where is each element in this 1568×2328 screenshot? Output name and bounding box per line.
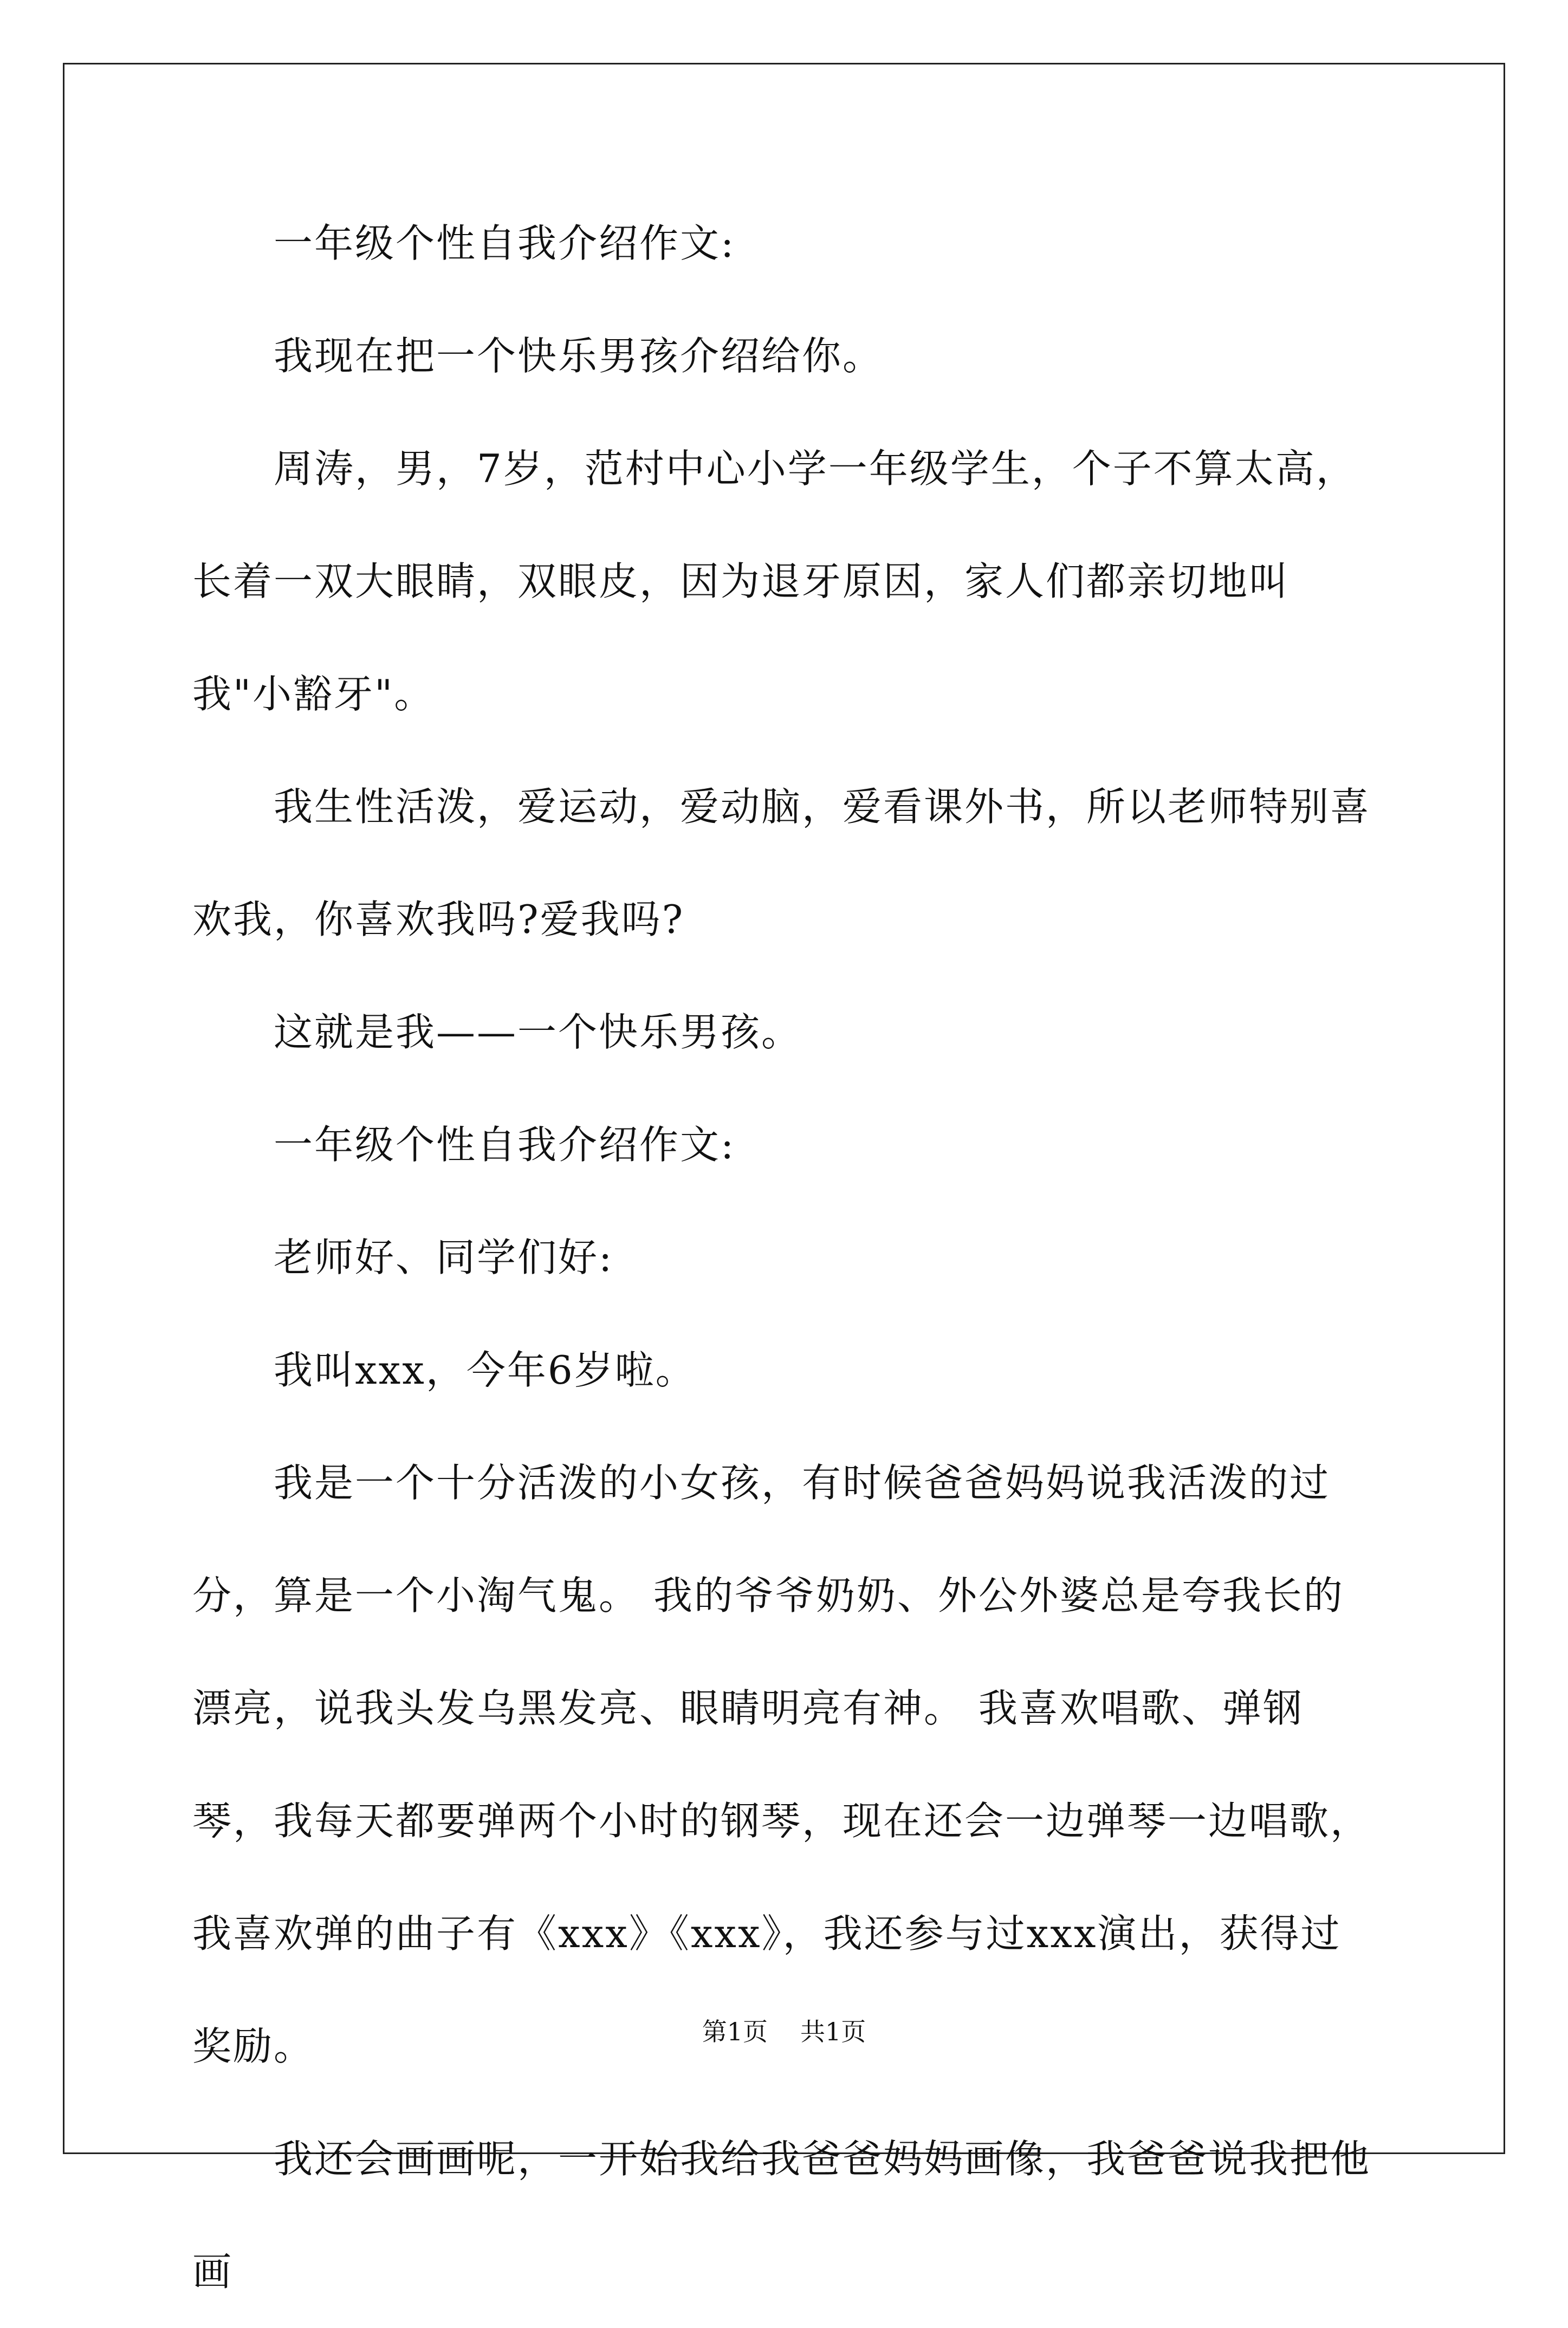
paragraph: 一年级个性自我介绍作文:: [274, 221, 736, 266]
paragraph: 这就是我——一个快乐男孩。: [274, 1009, 802, 1055]
page-total: 共1页: [800, 2017, 866, 2046]
paragraph: 我叫xxx，今年6岁啦。: [274, 1347, 696, 1393]
paragraph: 我生性活泼，爱运动，爱动脑，爱看课外书，所以老师特别喜欢我，你喜欢我吗?爱我吗?: [192, 784, 1371, 942]
paragraph: 我是一个十分活泼的小女孩，有时候爸爸妈妈说我活泼的过分，算是一个小淘气鬼。 我的爷爷奶奶、外公外婆总是夸我长的漂亮，说我头发乌黑发亮、眼睛明亮有神。 我喜欢唱歌、弹钢琴，我每天都要弹两个小时的钢琴，现在还会一边弹琴一边唱歌，我喜欢弹的曲子有《xxx》《xxx》，我还参与过xxx演出，获得过奖励。: [192, 1460, 1371, 2069]
paragraph: 周涛，男，7岁，范村中心小学一年级学生，个子不算太高，长着一双大眼睛，双眼皮，因为退牙原因，家人们都亲切地叫我"小豁牙"。: [192, 446, 1357, 717]
paragraph: 我现在把一个快乐男孩介绍给你。: [274, 333, 884, 379]
page-number: 第1页: [702, 2017, 768, 2046]
page-footer: [0, 2015, 1568, 2048]
paragraph: 老师好、同学们好:: [274, 1235, 614, 1280]
paragraph: 一年级个性自我介绍作文:: [274, 1122, 736, 1168]
paragraph: 我还会画画呢，一开始我给我爸爸妈妈画像，我爸爸说我把他画: [192, 2136, 1371, 2294]
document-body: [192, 187, 1382, 2328]
